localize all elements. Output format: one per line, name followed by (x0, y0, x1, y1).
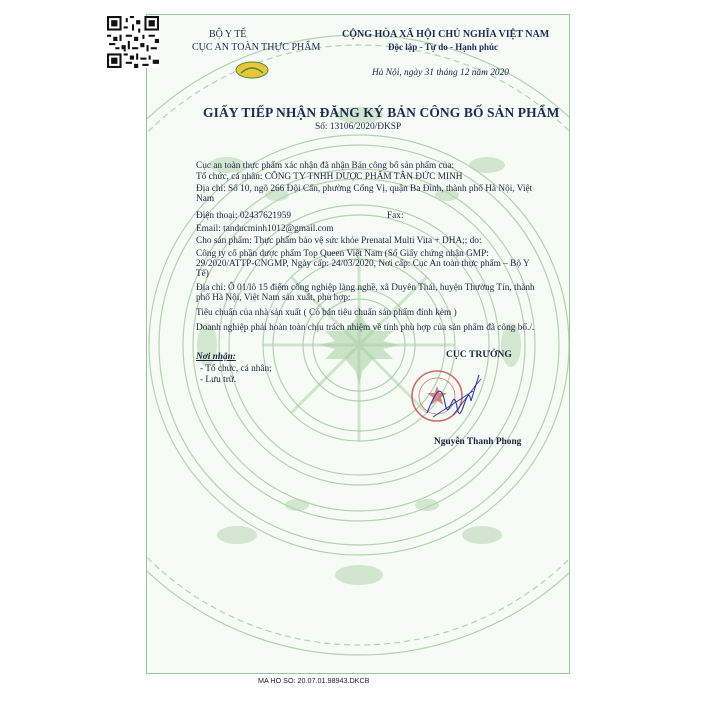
email-line: Email: tanducminh1012@gmail.com (196, 224, 334, 234)
recipient-item: - Lưu trữ. (200, 375, 237, 385)
address-line-2: Nam (196, 194, 215, 204)
manufacturer-line-1: Công ty cổ phần dược phẩm Top Queen Việt Nam (Số Giấy chứng nhận GMP: (196, 249, 489, 259)
product-line: Cho sản phẩm: Thực phẩm bảo vệ sức khỏe Prenatal Multi Vita + DHA;; do: (196, 236, 482, 246)
recipient-item: - Tổ chức, cá nhân; (200, 364, 272, 374)
phone-line: Điện thoại: 02437621959 (196, 211, 292, 221)
manufacturer-line-3: Tế) (196, 269, 209, 279)
document-title: GIẤY TIẾP NHẬN ĐĂNG KÝ BẢN CÔNG BỐ SẢN PHẨM (203, 105, 560, 120)
fax-line: Fax: (387, 211, 404, 221)
agency-name: CỤC AN TOÀN THỰC PHẨM (192, 42, 321, 53)
ministry-name: BỘ Y TẾ (209, 29, 247, 40)
place-date: Hà Nội, ngày 31 tháng 12 năm 2020 (372, 68, 509, 78)
dossier-code: MA HO SO: 20.07.01.98943.DKCB (258, 676, 370, 685)
manufacturer-line-2: 29/2020/ATTP-CNGMP, Ngày cấp: 24/03/2020, Nơi cấp: Cục An toàn thực phẩm – Bộ Y (196, 259, 530, 269)
address-line-1: Địa chỉ: Số 10, ngõ 266 Đội Cấn, phường Cống Vị, quận Ba Đình, thành phố Hà Nội, Việt (196, 184, 533, 194)
intro-line: Cục an toàn thực phẩm xác nhận đã nhận Bản công bố sản phẩm của: (196, 161, 455, 171)
responsibility-line: Doanh nghiệp phải hoàn toàn chịu trách nhiệm về tính phù hợp của sản phẩm đã công bố./. (196, 323, 535, 333)
vfa-logo (235, 61, 269, 79)
qr-code[interactable] (107, 16, 159, 68)
manufacturer-address-2: phố Hà Nội, Việt Nam sản xuất, phù hợp: (196, 293, 351, 303)
signatory-role: CỤC TRƯỞNG (446, 349, 512, 360)
national-motto: Độc lập - Tự do - Hạnh phúc (388, 42, 499, 52)
organization-line: Tổ chức, cá nhân: CÔNG TY TNHH DƯỢC PHẨM TÂN ĐỨC MINH (196, 172, 463, 182)
signatory-name: Nguyễn Thanh Phong (434, 437, 522, 447)
manufacturer-address-1: Địa chỉ: Ô 01/lô 15 điểm công nghiệp làng nghề, xã Duyên Thái, huyện Thường Tín, thành (196, 283, 535, 293)
country-name: CỘNG HÒA XÃ HỘI CHỦ NGHĨA VIỆT NAM (342, 29, 550, 40)
document-number: Số: 13106/2020/ĐKSP (315, 122, 402, 132)
recipients-label: Nơi nhận: (196, 352, 236, 362)
signature-scribble (423, 373, 483, 425)
standard-line: Tiêu chuẩn của nhà sản xuất ( Có bản tiêu chuẩn sản phẩm đính kèm ) (196, 308, 457, 318)
